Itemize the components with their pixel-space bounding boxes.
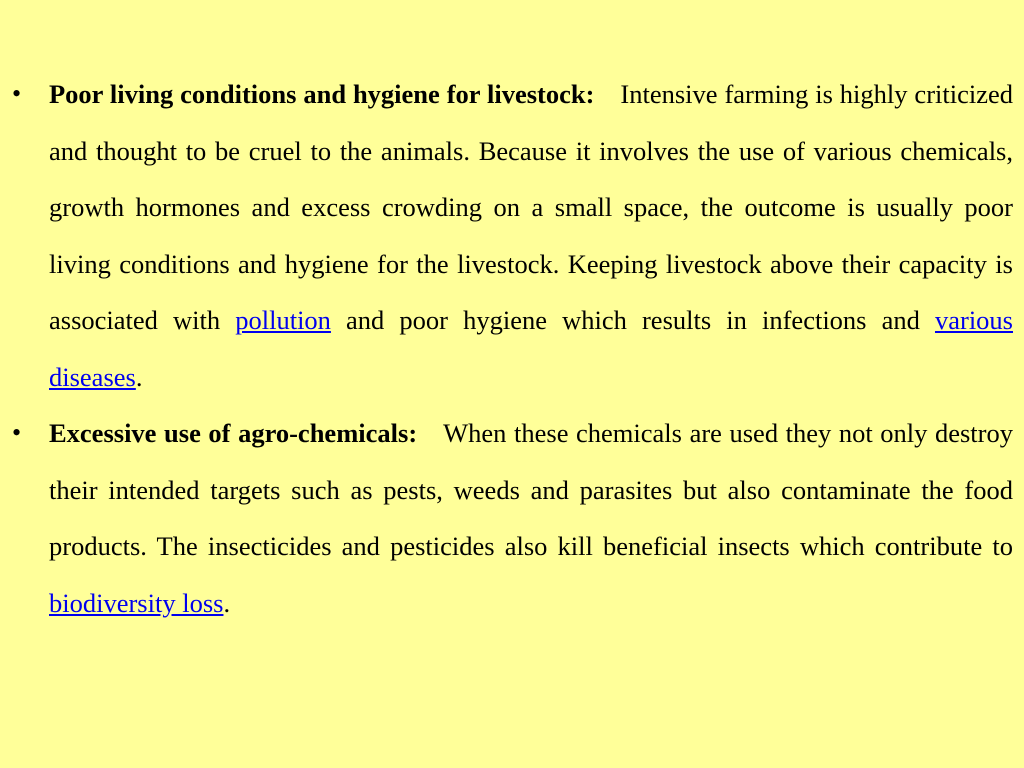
biodiversity-loss-link[interactable]: biodiversity loss xyxy=(49,587,224,618)
bullet-item-living-conditions xyxy=(12,66,1014,405)
bullet-text: and poor hygiene which results in infections and xyxy=(330,305,935,335)
bullet-item-agro-chemicals xyxy=(12,405,1013,631)
pollution-link[interactable]: pollution xyxy=(235,305,331,335)
various-diseases-link[interactable]: various diseases xyxy=(49,305,1013,392)
bullet-dot: • xyxy=(12,418,22,447)
bullet-dot: • xyxy=(12,79,22,108)
bullet-text: . xyxy=(135,361,143,392)
bullet-text: . xyxy=(223,587,231,618)
bullet-text: Intensive farming is highly criticized and thought to be cruel to the animals. Because it involves the use of various chemicals, growth hormones and excess crowding on a small space, the outcome is usually poor living conditions and hygiene for the livestock. Keeping livestock above their capacity is associated with xyxy=(49,79,1014,335)
bullet-text: When these chemicals are used they not only destroy their intended targets such as pests, weeds and parasites but also contaminate the food products. The insecticides and pesticides also kill beneficial insects which contribute to xyxy=(49,418,1013,561)
bullet-list xyxy=(0,66,1013,631)
bullet-heading: Excessive use of agro-chemicals: xyxy=(49,418,418,448)
bullet-heading: Poor living conditions and hygiene for livestock: xyxy=(49,79,595,109)
